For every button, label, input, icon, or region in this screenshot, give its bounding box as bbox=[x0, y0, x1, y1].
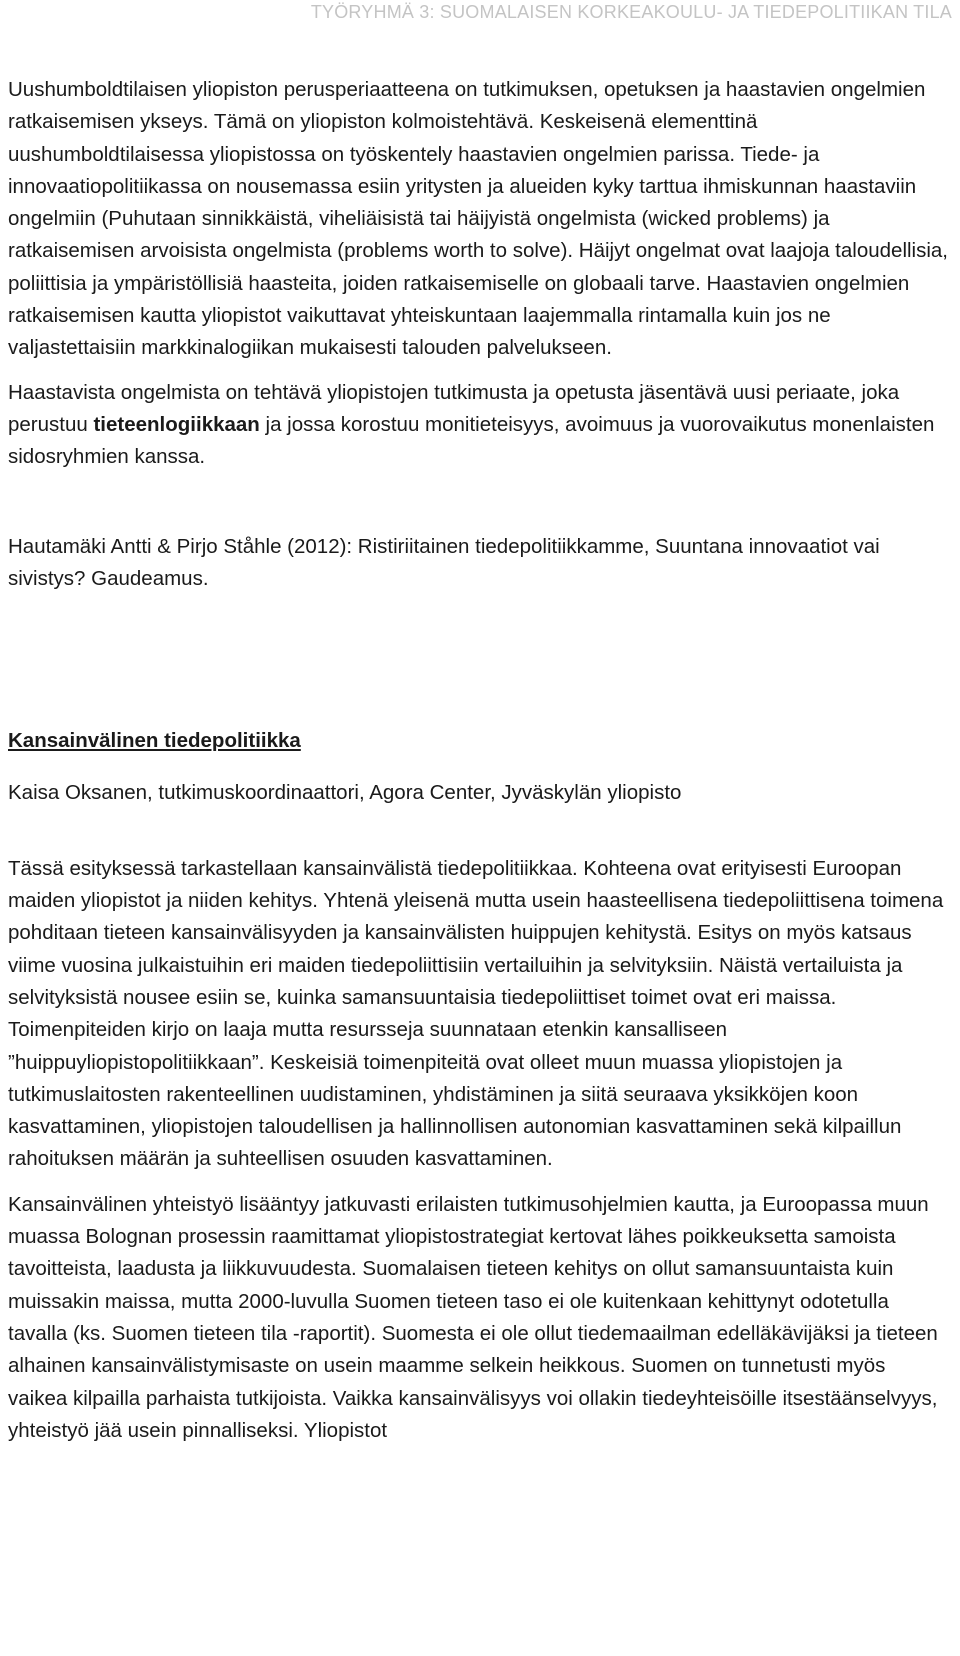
paragraph-text: Haastavista ongelmista on tehtävä yliopistojen tutkimusta ja opetusta jäsentävä uusi periaate, joka perustuu bbox=[8, 380, 900, 436]
abstract-paragraph-2: Kansainvälinen yhteistyö lisääntyy jatkuvasti erilaisten tutkimusohjelmien kautta, ja Euroopassa muun muassa Bolognan prosessin raamittamat yliopistostrategiat kertovat lähes poikkeuksetta samoista tavoitteista, laadusta ja liikkuvuudesta. Suomalaisen tieteen kehitys on ollut samansuuntaista kuin muissakin maissa, mutta 2000-luvulla Suomen tieteen taso ei ole kuitenkaan kehittynyt odotetulla tavalla (ks. Suomen tieteen tila -raportit). Suomesta ei ole ollut tiedemaailman edelläkävijäksi ja tieteen alhainen kansainvälistymisaste on usein maamme selkein heikkous. Suomen on tunnetusti myös vaikea kilpailla parhaista tutkijoista. Vaikka kansainvälisyys voi ollakin tiedeyhteisöille itsestäänselvyys, yhteistyö jää usein pinnalliseksi. Yliopistot bbox=[8, 1192, 938, 1442]
running-header: TYÖRYHMÄ 3: SUOMALAISEN KORKEAKOULU- JA TIEDEPOLITIIKAN TILA bbox=[310, 2, 952, 22]
paragraph-triple-mission: Uushumboldtilaisen yliopiston perusperiaatteena on tutkimuksen, opetuksen ja haastavien ongelmien ratkaisemisen ykseys. Tämä on yliopiston kolmoistehtävä. Keskeisenä elementtinä uushumboldtilaisessa yliopistossa on työskentely haastavien ongelmien parissa. Tiede- ja innovaatiopolitiikassa on nousemassa esiin yritysten ja alueiden kyky tarttua ihmiskunnan haastaviin ongelmiin (Puhutaan sinnikkäistä, viheliäisistä tai häijyistä ongelmista (wicked problems) ja ratkaisemisen arvoisista ongelmista (problems worth to solve). Häijyt ongelmat ovat laajoja taloudellisia, poliittisia ja ympäristöllisiä haasteita, joiden ratkaisemiselle on globaali tarve. Haastavien ongelmien ratkaisemisen kautta yliopistot vaikuttavat yhteiskuntaan laajemmalla rintamalla kuin jos ne valjastettaisiin markkinalogiikan mukaisesti talouden palvelukseen. bbox=[8, 78, 949, 360]
author-line: Kaisa Oksanen, tutkimuskoordinaattori, Agora Center, Jyväskylän yliopisto bbox=[8, 781, 682, 805]
abstract-paragraph-1: Tässä esityksessä tarkastellaan kansainvälistä tiedepolitiikkaa. Kohteena ovat erityisesti Euroopan maiden yliopistot ja niiden kehitys. Yhtenä yleisenä mutta usein haasteellisena tiedepoliittisena toimena pohditaan tieteen kansainvälisyyden ja kansainvälisten huippujen kehitystä. Esitys on myös katsaus viime vuosina julkaistuihin eri maiden tiedepoliittisiin vertailuihin ja selvityksiin. Näistä vertailuista ja selvityksistä nousee esiin se, kuinka samansuuntaisia tiedepoliittiset toimet ovat eri maissa. Toimenpiteiden kirjo on laaja mutta resursseja suunnataan etenkin kansalliseen ”huippuyliopistopolitiikkaan”. Keskeisiä toimenpiteitä ovat olleet muun muassa yliopistojen ja tutkimuslaitosten rakenteellinen uudistaminen, yhdistäminen ja siitä seuraava yksikköjen koon kasvattaminen, yliopistojen taloudellisen ja hallinnollisen autonomian kasvattaminen sekä kilpaillun rahoituksen määrän ja suhteellisen osuuden kasvattaminen. bbox=[8, 856, 944, 1171]
bold-term: tieteenlogiikkaan bbox=[93, 412, 260, 436]
paragraph-science-logic bbox=[8, 377, 948, 474]
paragraph-text: ja jossa korostuu monitieteisyys, avoimuus ja vuorovaikutus monenlaisten sidosryhmien kanssa. bbox=[8, 412, 935, 469]
reference: Hautamäki Antti & Pirjo Ståhle (2012): Ristiriitainen tiedepolitiikkamme, Suuntana innovaatiot vai sivistys? Gaudeamus. bbox=[8, 534, 880, 590]
section-title: Kansainvälinen tiedepolitiikka bbox=[8, 729, 301, 753]
document-body bbox=[8, 74, 948, 1447]
